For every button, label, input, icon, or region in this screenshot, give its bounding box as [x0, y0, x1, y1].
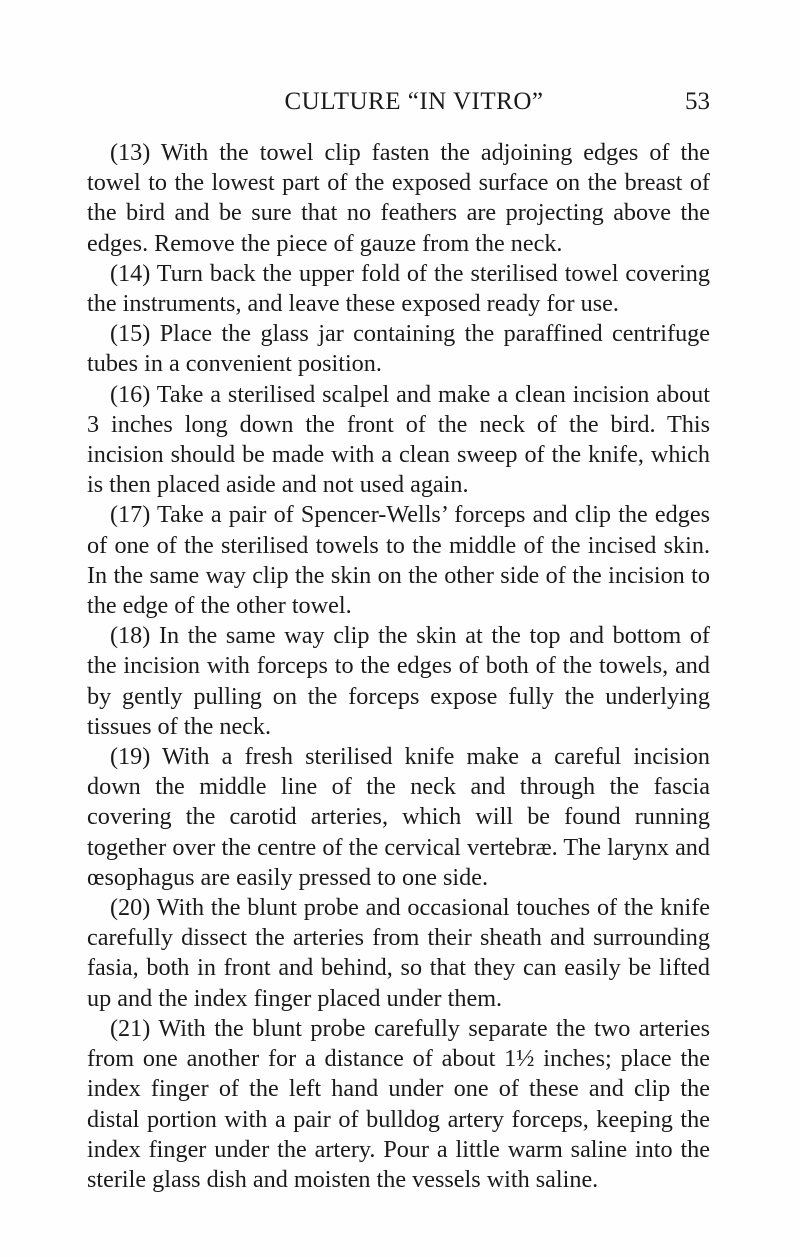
paragraph-step-13: (13) With the towel clip fasten the adjoining edges of the towel to the lowest part of the exposed surface on the breast of the bird and be sure that no feathers are projecting above the edges. Remove the piece of gauze from the neck. — [87, 139, 710, 257]
paragraph-step-14: (14) Turn back the upper fold of the sterilised towel covering the instruments, and leave these exposed ready for use. — [87, 259, 710, 318]
running-head — [118, 88, 710, 124]
paragraph-step-18: (18) In the same way clip the skin at the top and bottom of the incision with forceps to the edges of both of the towels, and by gently pulling on the forceps expose fully the underlying tissues of the neck. — [87, 622, 710, 740]
paragraph-step-16: (16) Take a sterilised scalpel and make a clean incision about 3 inches long down the front of the neck of the bird. This incision should be made with a clean sweep of the knife, which is then placed aside and not used again. — [87, 380, 710, 499]
paragraph-step-21: (21) With the blunt probe carefully separate the two arteries from one another for a distance of about 1½ inches; place the index finger of the left hand under one of these and clip the distal portion with a pair of bulldog artery forceps, keeping the index finger under the artery. Pour a little warm saline into the sterile glass dish and moisten the vessels with saline. — [87, 1014, 710, 1193]
paragraph-step-19: (19) With a fresh sterilised knife make a careful incision down the middle line of the neck and through the fascia covering the carotid arteries, which will be found running together over the centre of the cervical vertebræ. The larynx and œsophagus are easily pressed to one side. — [87, 743, 710, 891]
page-number: 53 — [685, 88, 710, 115]
running-title: CULTURE “IN VITRO” — [284, 88, 544, 115]
paragraph-step-15: (15) Place the glass jar containing the paraffined centrifuge tubes in a convenient position. — [87, 320, 710, 378]
paragraph-step-20: (20) With the blunt probe and occasional touches of the knife carefully dissect the arteries from their sheath and surrounding fasia, both in front and behind, so that they can easily be lifted up and the index finger placed under them. — [87, 894, 710, 1012]
paragraph-step-17: (17) Take a pair of Spencer-Wells’ forceps and clip the edges of one of the sterilised towels to the middle of the incised skin. In the same way clip the skin on the other side of the incision to the edge of the other towel. — [87, 501, 710, 620]
body-text — [87, 138, 710, 1195]
